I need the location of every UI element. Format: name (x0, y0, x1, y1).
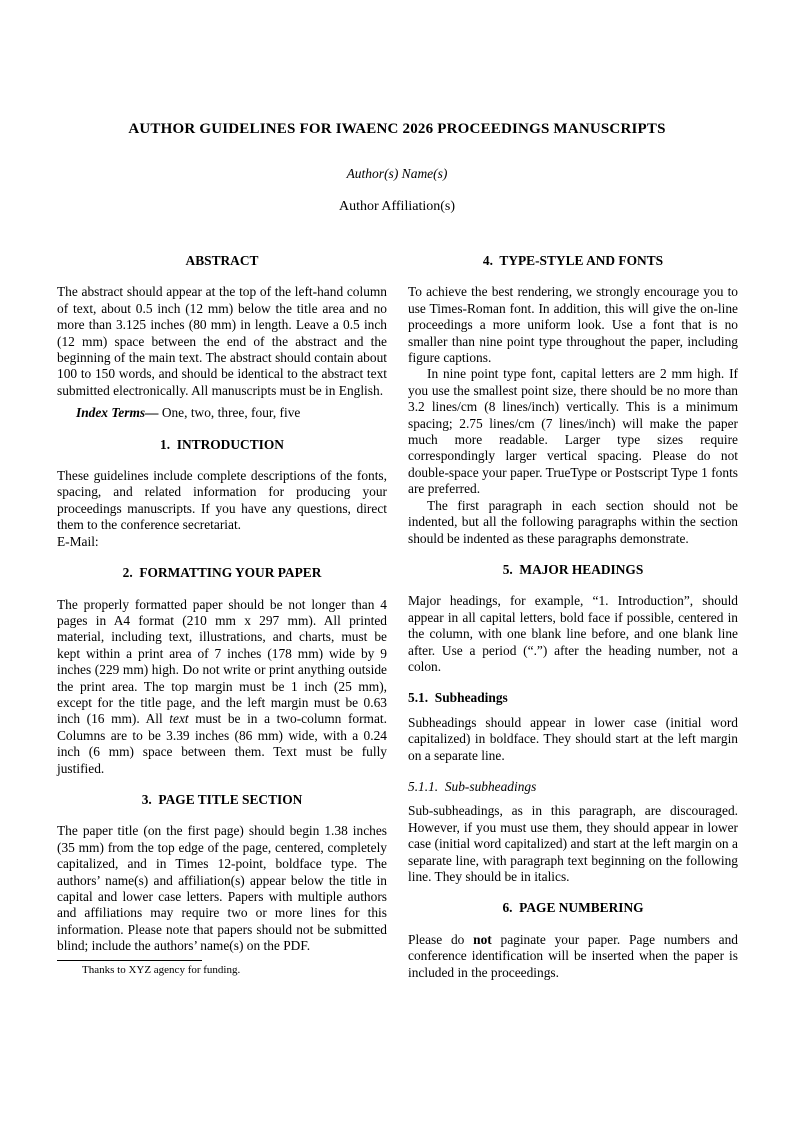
page-title-body: The paper title (on the first page) should begin 1.38 inches (35 mm) from the top edge of the page, centered, completely capitalized, and in Times 12-point, boldface type. The authors’ name(s) and affiliation(s) appear below the title in capital and lower case letters. Papers with multiple authors and affiliations may require two or more lines for this information. Please note that papers should not be submitted blind; include the authors’ name(s) on the PDF. (57, 823, 387, 954)
formatting-text-1: The properly formatted paper should be not longer than 4 pages in A4 format (210 mm x 297 mm). All printed material, including text, illustrations, and charts, must be kept within a print area of 7 inches (178 mm) wide by 9 inches (229 mm) high. Do not write or print anything outside the print area. The top margin must be 1 inch (25 mm), except for the title page, and the left margin must be 0.63 inch (16 mm). All (57, 596, 387, 727)
footnote-text: Thanks to XYZ agency for funding. (82, 963, 241, 976)
section-heading-page-numbering: 6. PAGE NUMBERING (502, 900, 644, 916)
index-terms-list: One, two, three, four, five (158, 405, 301, 421)
type-style-paragraph-2: In nine point type font, capital letters are 2 mm high. If you use the smallest point size, there should be no more than 3.2 lines/cm (8 lines/inch) vertically. This is a minimum spacing; 2.75 lines/cm (7 lines/inch) will make the paper much more readable. Larger type sizes require correspondingly larger vertical spacing. Please do not double-space your paper. TrueType or Postscript Type 1 fonts are preferred. (408, 366, 738, 497)
abstract-heading: ABSTRACT (185, 253, 259, 268)
author-affiliation: Author Affiliation(s) (338, 199, 455, 214)
section-heading-type-style: 4. TYPE-STYLE AND FONTS (482, 253, 664, 268)
major-headings-body: Major headings, for example, “1. Introduction”, should appear in all capital letters, bold face if possible, centered in the column, with one blank line before, and one blank line after. Use a period (“.”) after the heading number, not a colon. (408, 593, 738, 674)
page-numbering-text-1: Please do (408, 931, 474, 947)
formatting-body (57, 597, 387, 777)
subheading-subheadings: 5.1. Subheadings (408, 690, 508, 706)
two-column-body (0, 253, 794, 981)
page-numbering-text-2: paginate your paper. Page numbers and conference identification will be inserted when the paper is included in the proceedings. (408, 931, 739, 980)
section-heading-page-title: 3. PAGE TITLE SECTION (141, 791, 303, 807)
section-heading-major-headings: 5. MAJOR HEADINGS (502, 561, 644, 577)
index-terms-label: Index Terms— (76, 405, 159, 421)
introduction-body: These guidelines include complete descriptions of the fonts, spacing, and related information for producing your proceedings manuscripts. If you have any questions, direct them to the conference secretariat. (57, 468, 387, 533)
right-column (408, 253, 738, 981)
paper-title: AUTHOR GUIDELINES FOR IWAENC 2026 PROCEEDINGS MANUSCRIPTS (128, 121, 666, 137)
author-names: Author(s) Name(s) (346, 166, 448, 181)
subsubheading-sub-subheadings: 5.1.1. Sub-subheadings (408, 778, 537, 794)
sub-subheadings-body: Sub-subheadings, as in this paragraph, are discouraged. However, if you must use them, they should appear in lower case (initial word capitalized) and start at the left margin on a separate line, with paragraph text beginning on the following line. They should be in italics. (408, 803, 738, 884)
subheadings-body: Subheadings should appear in lower case (initial word capitalized) in boldface. They should start at the left margin on a separate line. (408, 714, 738, 763)
section-heading-formatting: 2. FORMATTING YOUR PAPER (122, 565, 322, 581)
abstract-body: The abstract should appear at the top of the left-hand column of text, about 0.5 inch (12 mm) below the title area and no more than 3.125 inches (80 mm) in length. Leave a 0.5 inch (12 mm) space between the end of the abstract and the beginning of the main text. The abstract should contain about 100 to 150 words, and should be identical to the abstract text submitted electronically. All manuscripts must be in English. (57, 284, 387, 398)
type-style-paragraph-1: To achieve the best rendering, we strongly encourage you to use Times-Roman font. In addition, this will give the on-line proceedings a more uniform look. Use a font that is no smaller than nine point type throughout the paper, including figure captions. (408, 284, 738, 366)
section-heading-introduction: 1. INTRODUCTION (160, 436, 284, 452)
footnote-rule (57, 960, 202, 961)
formatting-italic-word: text (169, 711, 189, 727)
type-style-paragraph-3: The first paragraph in each section should not be indented, but all the following paragraphs within the section should be indented as these paragraphs demonstrate. (408, 497, 738, 546)
footnote (57, 960, 387, 978)
left-column (57, 253, 387, 981)
formatting-text-2: must be in a two-column format. Columns are to be 3.39 inches (86 mm) wide, with a 0.24 inch (6 mm) space between them. Text must be fully justified. (57, 711, 387, 776)
index-terms-line (57, 405, 387, 421)
page-numbering-body (408, 932, 738, 981)
page-numbering-bold-word: not (473, 931, 492, 947)
title-block (0, 0, 794, 215)
email-label: E-Mail: (57, 533, 99, 549)
